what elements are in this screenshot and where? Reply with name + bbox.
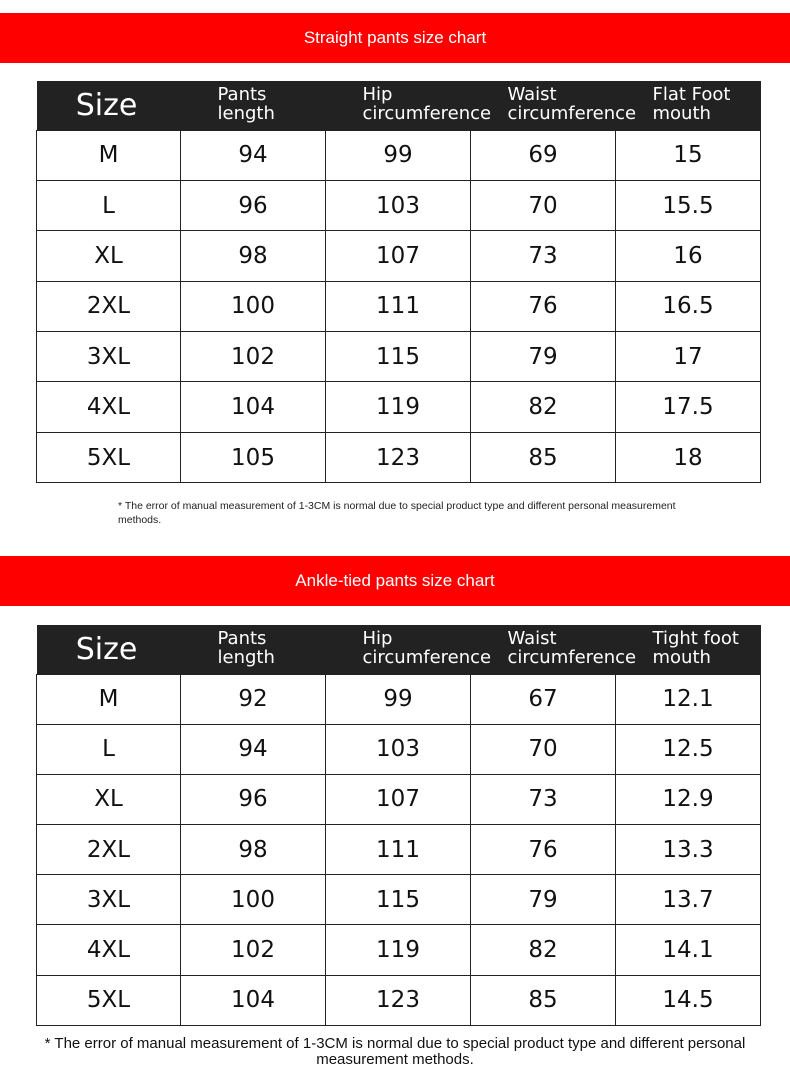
header-size: Size bbox=[37, 81, 181, 130]
measurement-cell: 104 bbox=[181, 382, 326, 432]
measurement-cell: 107 bbox=[326, 774, 471, 824]
measurement-cell: 13.7 bbox=[616, 875, 761, 925]
measurement-cell: 115 bbox=[326, 875, 471, 925]
header-pants-length: Pants length bbox=[181, 625, 326, 674]
size-cell: 5XL bbox=[37, 432, 181, 482]
measurement-cell: 79 bbox=[471, 332, 616, 382]
measurement-cell: 73 bbox=[471, 774, 616, 824]
table-row bbox=[37, 875, 761, 925]
table-row bbox=[37, 674, 761, 724]
measurement-cell: 76 bbox=[471, 825, 616, 875]
measurement-cell: 82 bbox=[471, 925, 616, 975]
measurement-cell: 99 bbox=[326, 130, 471, 180]
measurement-cell: 17 bbox=[616, 332, 761, 382]
table-row bbox=[37, 180, 761, 230]
measurement-cell: 79 bbox=[471, 875, 616, 925]
measurement-cell: 111 bbox=[326, 281, 471, 331]
measurement-cell: 119 bbox=[326, 925, 471, 975]
measurement-cell: 123 bbox=[326, 432, 471, 482]
measurement-cell: 16 bbox=[616, 231, 761, 281]
measurement-cell: 13.3 bbox=[616, 825, 761, 875]
ankle-chart-banner bbox=[0, 556, 790, 606]
table-row bbox=[37, 281, 761, 331]
measurement-cell: 105 bbox=[181, 432, 326, 482]
measurement-cell: 14.1 bbox=[616, 925, 761, 975]
measurement-cell: 76 bbox=[471, 281, 616, 331]
ankle-size-table bbox=[36, 625, 761, 1026]
measurement-cell: 102 bbox=[181, 332, 326, 382]
table-header-row bbox=[37, 81, 761, 130]
measurement-cell: 12.1 bbox=[616, 674, 761, 724]
size-cell: 3XL bbox=[37, 875, 181, 925]
straight-size-table bbox=[36, 81, 761, 483]
measurement-cell: 100 bbox=[181, 281, 326, 331]
measurement-cell: 12.5 bbox=[616, 724, 761, 774]
header-hip: Hip circumference bbox=[326, 81, 471, 130]
table-row bbox=[37, 432, 761, 482]
measurement-cell: 103 bbox=[326, 180, 471, 230]
measurement-cell: 99 bbox=[326, 674, 471, 724]
ankle-table-body bbox=[37, 674, 761, 1025]
measurement-cell: 70 bbox=[471, 180, 616, 230]
measurement-cell: 69 bbox=[471, 130, 616, 180]
measurement-cell: 123 bbox=[326, 975, 471, 1025]
measurement-cell: 115 bbox=[326, 332, 471, 382]
header-foot-mouth: Flat Foot mouth bbox=[616, 81, 761, 130]
table-row bbox=[37, 130, 761, 180]
measurement-cell: 94 bbox=[181, 130, 326, 180]
size-cell: 4XL bbox=[37, 382, 181, 432]
measurement-cell: 107 bbox=[326, 231, 471, 281]
size-cell: L bbox=[37, 724, 181, 774]
measurement-cell: 119 bbox=[326, 382, 471, 432]
measurement-cell: 15 bbox=[616, 130, 761, 180]
straight-chart-title: Straight pants size chart bbox=[303, 28, 487, 47]
size-cell: 2XL bbox=[37, 281, 181, 331]
table-row bbox=[37, 774, 761, 824]
size-cell: L bbox=[37, 180, 181, 230]
measurement-cell: 98 bbox=[181, 825, 326, 875]
measurement-cell: 85 bbox=[471, 975, 616, 1025]
table-row bbox=[37, 975, 761, 1025]
size-cell: 3XL bbox=[37, 332, 181, 382]
measurement-cell: 94 bbox=[181, 724, 326, 774]
header-pants-length: Pants length bbox=[181, 81, 326, 130]
measurement-cell: 85 bbox=[471, 432, 616, 482]
measurement-cell: 67 bbox=[471, 674, 616, 724]
size-cell: XL bbox=[37, 231, 181, 281]
measurement-cell: 17.5 bbox=[616, 382, 761, 432]
ankle-measurement-note: * The error of manual measurement of 1-3CM is normal due to special product type and different personal measurement methods. bbox=[44, 1035, 746, 1068]
measurement-cell: 14.5 bbox=[616, 975, 761, 1025]
straight-chart-banner bbox=[0, 13, 790, 63]
header-foot-mouth: Tight foot mouth bbox=[616, 625, 761, 674]
size-cell: 4XL bbox=[37, 925, 181, 975]
table-row bbox=[37, 825, 761, 875]
header-hip: Hip circumference bbox=[326, 625, 471, 674]
size-cell: 2XL bbox=[37, 825, 181, 875]
table-row bbox=[37, 724, 761, 774]
measurement-cell: 96 bbox=[181, 774, 326, 824]
straight-table-body bbox=[37, 130, 761, 483]
measurement-cell: 98 bbox=[181, 231, 326, 281]
table-row bbox=[37, 925, 761, 975]
table-row bbox=[37, 332, 761, 382]
measurement-cell: 15.5 bbox=[616, 180, 761, 230]
straight-measurement-note: * The error of manual measurement of 1-3CM is normal due to special product type and different personal measurement methods. bbox=[118, 500, 676, 526]
measurement-cell: 100 bbox=[181, 875, 326, 925]
measurement-cell: 103 bbox=[326, 724, 471, 774]
measurement-cell: 16.5 bbox=[616, 281, 761, 331]
measurement-cell: 12.9 bbox=[616, 774, 761, 824]
size-cell: M bbox=[37, 130, 181, 180]
measurement-cell: 102 bbox=[181, 925, 326, 975]
header-waist: Waist circumference bbox=[471, 81, 616, 130]
table-row bbox=[37, 382, 761, 432]
size-cell: M bbox=[37, 674, 181, 724]
size-cell: 5XL bbox=[37, 975, 181, 1025]
measurement-cell: 104 bbox=[181, 975, 326, 1025]
header-waist: Waist circumference bbox=[471, 625, 616, 674]
measurement-cell: 111 bbox=[326, 825, 471, 875]
measurement-cell: 96 bbox=[181, 180, 326, 230]
ankle-chart-title: Ankle-tied pants size chart bbox=[295, 571, 495, 590]
header-size: Size bbox=[37, 625, 181, 674]
table-header-row bbox=[37, 625, 761, 674]
measurement-cell: 73 bbox=[471, 231, 616, 281]
measurement-cell: 70 bbox=[471, 724, 616, 774]
table-row bbox=[37, 231, 761, 281]
measurement-cell: 92 bbox=[181, 674, 326, 724]
measurement-cell: 82 bbox=[471, 382, 616, 432]
size-cell: XL bbox=[37, 774, 181, 824]
measurement-cell: 18 bbox=[616, 432, 761, 482]
